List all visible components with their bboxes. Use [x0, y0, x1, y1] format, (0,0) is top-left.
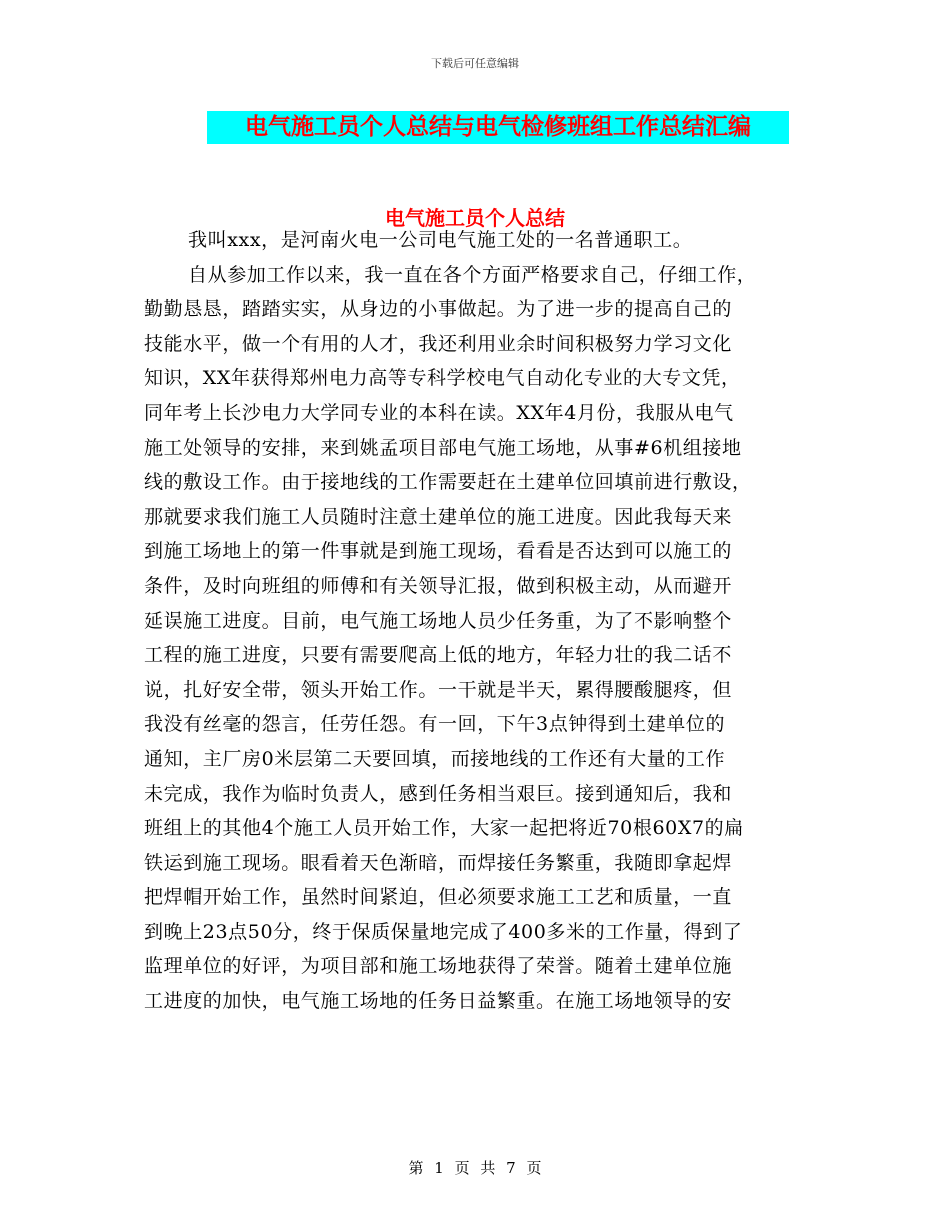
document-title-highlight [207, 111, 789, 144]
text-line: 通知，主厂房0米层第二天要回填，而接地线的工作还有大量的工作 [144, 747, 726, 770]
text-line: 监理单位的好评，为项目部和施工场地获得了荣誉。随着土建单位施 [144, 955, 733, 978]
text-line: 我叫xxx，是河南火电一公司电气施工处的一名普通职工。 [188, 229, 693, 251]
text-line: 我没有丝毫的怨言，任劳任怨。有一回，下午3点钟得到土建单位的 [144, 713, 726, 736]
body-text [144, 223, 812, 1019]
text-line: 勤勤恳恳，踏踏实实，从身边的小事做起。为了进一步的提高自己的 [144, 298, 733, 321]
document-title: 电气施工员个人总结与电气检修班组工作总结汇编 [245, 114, 751, 140]
text-line: 铁运到施工现场。眼看着天色渐暗，而焊接任务繁重，我随即拿起焊 [144, 851, 733, 874]
text-line: 到施工场地上的第一件事就是到施工现场，看看是否达到可以施工的 [144, 540, 733, 563]
text-line: 说，扎好安全带，领头开始工作。一干就是半天，累得腰酸腿疼，但 [144, 678, 733, 701]
text-line: 线的敷设工作。由于接地线的工作需要赶在土建单位回填前进行敷设， [144, 471, 752, 494]
text-line: 那就要求我们施工人员随时注意土建单位的施工进度。因此我每天来 [144, 505, 733, 528]
page-footer: 第 1 页 共 7 页 [408, 1159, 542, 1177]
text-line: 班组上的其他4个施工人员开始工作，大家一起把将近70根60X7的扁 [144, 817, 744, 840]
text-line: 技能水平，做一个有用的人才，我还利用业余时间积极努力学习文化 [144, 332, 733, 355]
section-title: 电气施工员个人总结 [385, 206, 565, 230]
text-line: 同年考上长沙电力大学同专业的本科在读。XX年4月份，我服从电气 [144, 401, 734, 424]
text-line: 知识，XX年获得郑州电力高等专科学校电气自动化专业的大专文凭， [144, 367, 741, 390]
text-line: 自从参加工作以来，我一直在各个方面严格要求自己，仔细工作， [188, 263, 757, 286]
text-line: 施工处领导的安排，来到姚孟项目部电气施工场地，从事#6机组接地 [144, 436, 742, 459]
text-line: 把焊帽开始工作，虽然时间紧迫，但必须要求施工工艺和质量，一直 [144, 886, 733, 909]
text-line: 工程的施工进度，只要有需要爬高上低的地方，年轻力壮的我二话不 [144, 644, 733, 667]
text-line: 延误施工进度。目前，电气施工场地人员少任务重，为了不影响整个 [144, 609, 733, 632]
text-line: 工进度的加快，电气施工场地的任务日益繁重。在施工场地领导的安 [144, 990, 733, 1013]
text-line: 条件，及时向班组的师傅和有关领导汇报，做到积极主动，从而避开 [144, 574, 733, 597]
text-line: 到晚上23点50分，终于保质保量地完成了400多米的工作量，得到了 [144, 920, 743, 943]
header-note: 下载后可任意编辑 [431, 57, 519, 70]
text-line: 未完成，我作为临时负责人，感到任务相当艰巨。接到通知后，我和 [144, 782, 733, 805]
